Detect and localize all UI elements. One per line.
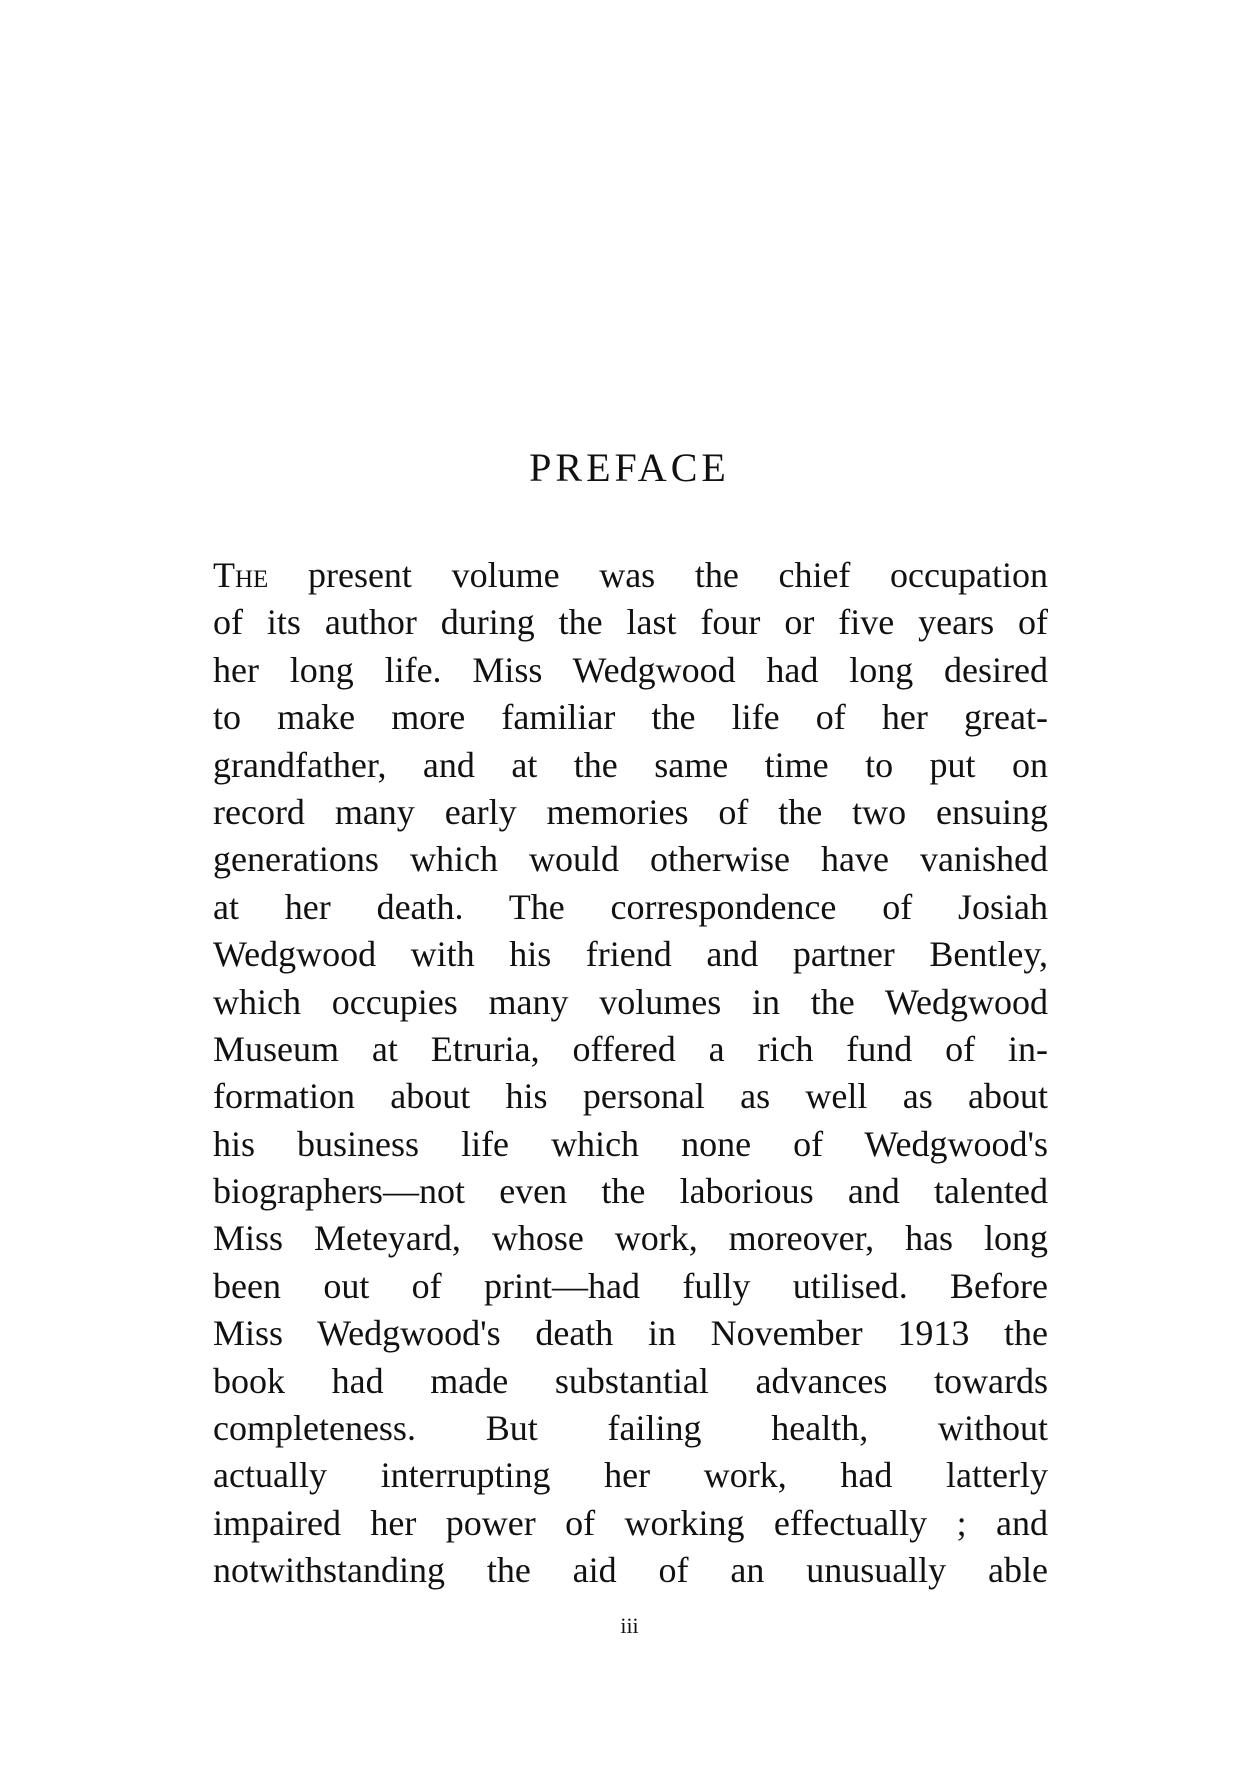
text-line: Wedgwood with his friend and partner Bentley, [213,934,1048,975]
text-line: biographers—not even the laborious and talented [213,1171,1048,1212]
text-line: been out of print—had fully utilised. Before [213,1265,1048,1306]
text-line: record many early memories of the two ensuing [213,791,1048,832]
preface-paragraph [213,552,1048,1595]
text-line: formation about his personal as well as about [213,1076,1048,1117]
text-line: to make more familiar the life of her great- [213,697,1048,738]
opening-word: The [213,555,269,595]
page-number: iii [620,1613,639,1638]
text-line: Museum at Etruria, offered a rich fund of in- [213,1028,1048,1069]
page-title: PREFACE [529,445,730,490]
text-line: at her death. The correspondence of Josiah [213,886,1048,927]
text-line: of its author during the last four or five years of [213,602,1048,643]
text-line: book had made substantial advances towards [213,1360,1048,1401]
text-line: Miss Meteyard, whose work, moreover, has long [213,1218,1048,1259]
text-line-content: present volume was the chief occupation [268,555,1048,595]
text-line [213,552,1048,599]
text-line: notwithstanding the aid of an unusually able [213,1550,1048,1591]
text-line: his business life which none of Wedgwood's [213,1123,1048,1164]
text-line: Miss Wedgwood's death in November 1913 the [213,1313,1048,1354]
text-line: completeness. But failing health, without [213,1408,1048,1449]
text-line: grandfather, and at the same time to put on [213,744,1048,785]
text-line: actually interrupting her work, had latterly [213,1455,1048,1496]
text-line: her long life. Miss Wedgwood had long desired [213,649,1048,690]
text-line: which occupies many volumes in the Wedgwood [213,981,1048,1022]
text-line: impaired her power of working effectually ; and [213,1502,1048,1543]
text-line: generations which would otherwise have vanished [213,839,1048,880]
